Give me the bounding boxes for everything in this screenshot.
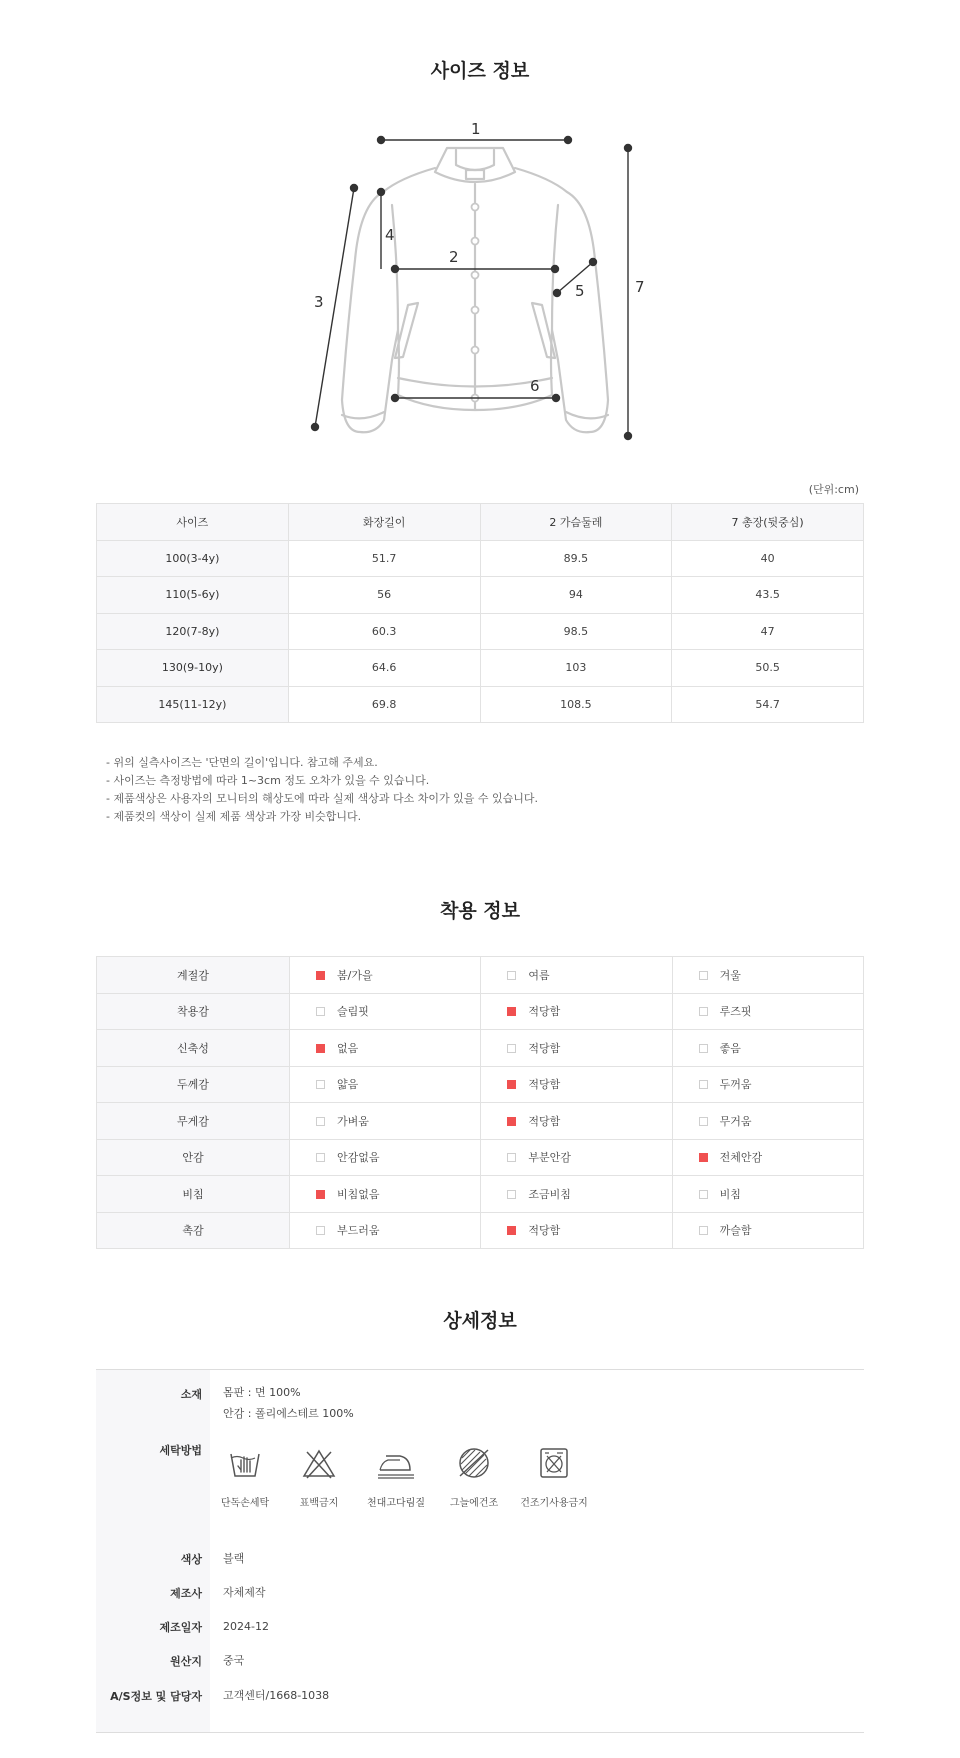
origin-label: 원산지 <box>170 1655 202 1668</box>
checked-box-icon <box>316 971 325 980</box>
fit-option-label: 비침없음 <box>337 1187 380 1201</box>
value-cell: 94 <box>480 577 672 614</box>
table-row <box>97 957 864 994</box>
size-notes <box>106 754 538 826</box>
wash-label: 세탁방법 <box>159 1444 202 1457</box>
size-cell: 100(3-4y) <box>97 540 289 577</box>
wash-item <box>356 1446 436 1509</box>
value-cell: 50.5 <box>672 650 864 687</box>
fit-option-label: 두꺼움 <box>719 1078 752 1092</box>
size-info-title: 사이즈 정보 <box>430 60 530 82</box>
fit-option-label: 부분안감 <box>528 1151 571 1165</box>
material-line: 안감 : 폴리에스테르 100% <box>223 1407 354 1420</box>
as-info-value: 고객센터/1668-1038 <box>223 1689 330 1702</box>
unit-label: (단위:cm) <box>808 483 859 496</box>
value-cell: 108.5 <box>480 686 672 723</box>
fit-option-label: 부드러움 <box>337 1224 380 1238</box>
value-cell: 56 <box>288 577 480 614</box>
wash-item-label: 단독손세탁 <box>220 1498 270 1509</box>
total-length-col-header: 7 총장(뒷중심) <box>672 504 864 541</box>
fit-option <box>481 1103 672 1140</box>
fit-row-label: 안감 <box>97 1139 290 1176</box>
wash-item <box>434 1446 514 1509</box>
table-row <box>97 1212 864 1249</box>
material-value <box>223 1382 354 1424</box>
measure-label-7: 7 <box>635 278 645 296</box>
fit-option-label: 여름 <box>528 968 550 982</box>
wash-item-label: 표백금지 <box>299 1498 339 1509</box>
manufacturer-value: 자체제작 <box>223 1586 266 1599</box>
measure-label-6: 6 <box>530 377 540 395</box>
measure-label-5: 5 <box>575 282 585 300</box>
checked-box-icon <box>699 1153 708 1162</box>
unchecked-box-icon <box>316 1226 325 1235</box>
note-line: - 제품컷의 색상이 실제 제품 색상과 가장 비슷합니다. <box>106 810 362 823</box>
measure-label-2: 2 <box>449 248 459 266</box>
manufacture-date-label: 제조일자 <box>159 1621 202 1634</box>
unchecked-box-icon <box>507 1044 516 1053</box>
value-cell: 43.5 <box>672 577 864 614</box>
fit-option <box>290 1103 481 1140</box>
origin-value: 중국 <box>223 1654 245 1667</box>
checked-box-icon <box>507 1117 516 1126</box>
fit-option-label: 루즈핏 <box>719 1005 752 1019</box>
unchecked-box-icon <box>699 1190 708 1199</box>
fit-option <box>481 1212 672 1249</box>
measure-label-3: 3 <box>314 293 324 311</box>
value-cell: 89.5 <box>480 540 672 577</box>
size-table-header <box>97 504 864 541</box>
value-cell: 47 <box>672 613 864 650</box>
value-cell: 54.7 <box>672 686 864 723</box>
fit-option-label: 비침 <box>719 1187 741 1201</box>
fit-option-label: 없음 <box>337 1041 359 1055</box>
table-row <box>97 1030 864 1067</box>
table-row <box>97 577 864 614</box>
note-line: - 위의 실측사이즈는 '단면의 길이'입니다. 참고해 주세요. <box>106 756 378 769</box>
wash-item <box>514 1446 594 1509</box>
fit-option <box>672 1212 863 1249</box>
fit-option <box>672 993 863 1030</box>
fit-row-label: 촉감 <box>97 1212 290 1249</box>
as-info-label: A/S정보 및 담당자 <box>110 1690 202 1703</box>
fit-option <box>672 1176 863 1213</box>
value-cell: 69.8 <box>288 686 480 723</box>
unchecked-box-icon <box>699 1226 708 1235</box>
table-row <box>97 686 864 723</box>
size-cell: 110(5-6y) <box>97 577 289 614</box>
fit-option-label: 조금비침 <box>528 1187 571 1201</box>
shade-dry-icon <box>456 1446 492 1480</box>
value-cell: 40 <box>672 540 864 577</box>
fit-row-label: 착용감 <box>97 993 290 1030</box>
fit-option <box>481 1066 672 1103</box>
chest-col-header: 2 가슴둘레 <box>480 504 672 541</box>
fit-row-label: 계절감 <box>97 957 290 994</box>
unchecked-box-icon <box>699 1080 708 1089</box>
fit-option-label: 까슬함 <box>719 1224 752 1238</box>
value-cell: 98.5 <box>480 613 672 650</box>
fit-option <box>290 1139 481 1176</box>
value-cell: 60.3 <box>288 613 480 650</box>
checked-box-icon <box>316 1044 325 1053</box>
note-line: - 사이즈는 측정방법에 따라 1~3cm 정도 오차가 있을 수 있습니다. <box>106 774 430 787</box>
fit-row-label: 두께감 <box>97 1066 290 1103</box>
wash-item-label: 그늘에건조 <box>449 1498 499 1509</box>
unchecked-box-icon <box>507 1153 516 1162</box>
iron-with-cloth-icon <box>376 1446 416 1480</box>
checked-box-icon <box>507 1007 516 1016</box>
detail-info-table <box>96 1369 864 1733</box>
fit-option-label: 적당함 <box>528 1114 561 1128</box>
fit-row-label: 비침 <box>97 1176 290 1213</box>
unchecked-box-icon <box>699 971 708 980</box>
fit-option <box>672 1103 863 1140</box>
fit-option-label: 봄/가을 <box>337 968 373 982</box>
unchecked-box-icon <box>699 1117 708 1126</box>
size-cell: 120(7-8y) <box>97 613 289 650</box>
measure-label-4: 4 <box>385 226 395 244</box>
fit-option <box>481 1139 672 1176</box>
detail-info-title: 상세정보 <box>443 1310 517 1332</box>
fit-option-label: 슬림핏 <box>337 1005 369 1019</box>
size-table <box>96 503 864 723</box>
material-label: 소재 <box>180 1388 202 1401</box>
fit-option-label: 겨울 <box>719 968 741 982</box>
table-row <box>97 1066 864 1103</box>
checked-box-icon <box>507 1080 516 1089</box>
size-cell: 145(11-12y) <box>97 686 289 723</box>
wash-item <box>279 1446 359 1509</box>
unchecked-box-icon <box>316 1153 325 1162</box>
fit-option <box>290 993 481 1030</box>
note-line: - 제품색상은 사용자의 모니터의 해상도에 따라 실제 색상과 다소 차이가 있을 수 있습니다. <box>106 792 538 805</box>
color-label: 색상 <box>180 1553 202 1566</box>
fit-option <box>481 957 672 994</box>
fit-option-label: 적당함 <box>528 1078 561 1092</box>
fit-option-label: 얇음 <box>337 1078 359 1092</box>
fit-row-label: 무게감 <box>97 1103 290 1140</box>
fit-option <box>672 1030 863 1067</box>
sleeve-length-col-header: 화장길이 <box>288 504 480 541</box>
jacket-measurement-diagram <box>300 110 660 450</box>
fit-option <box>481 1176 672 1213</box>
fit-option-label: 전체안감 <box>719 1151 763 1165</box>
size-col-header: 사이즈 <box>97 504 289 541</box>
fit-option-label: 적당함 <box>528 1224 561 1238</box>
no-tumble-dry-icon <box>536 1446 572 1480</box>
fit-option <box>290 957 481 994</box>
manufacturer-label: 제조사 <box>170 1587 202 1600</box>
table-row <box>97 1139 864 1176</box>
fit-option <box>672 957 863 994</box>
fit-option <box>290 1030 481 1067</box>
table-row <box>97 1176 864 1213</box>
no-bleach-icon <box>301 1446 337 1480</box>
value-cell: 103 <box>480 650 672 687</box>
manufacture-date-value: 2024-12 <box>223 1620 269 1633</box>
fit-option-label: 무거움 <box>719 1114 752 1128</box>
size-cell: 130(9-10y) <box>97 650 289 687</box>
fit-option <box>672 1066 863 1103</box>
unchecked-box-icon <box>699 1044 708 1053</box>
unchecked-box-icon <box>507 971 516 980</box>
wash-item-label: 천대고다림질 <box>367 1498 425 1509</box>
table-row <box>97 540 864 577</box>
fit-option-label: 적당함 <box>528 1041 561 1055</box>
unchecked-box-icon <box>699 1007 708 1016</box>
fit-option-label: 좋음 <box>719 1041 741 1055</box>
unchecked-box-icon <box>316 1007 325 1016</box>
fit-option <box>672 1139 863 1176</box>
wash-item-label: 건조기사용금지 <box>520 1498 588 1509</box>
fit-info-table <box>96 956 864 1249</box>
unchecked-box-icon <box>507 1190 516 1199</box>
fit-row-label: 신축성 <box>97 1030 290 1067</box>
fit-option <box>481 1030 672 1067</box>
fit-option <box>290 1176 481 1213</box>
table-row <box>97 650 864 687</box>
table-row <box>97 1103 864 1140</box>
table-row <box>97 993 864 1030</box>
jacket-illustration <box>300 110 660 450</box>
fit-option <box>481 993 672 1030</box>
value-cell: 51.7 <box>288 540 480 577</box>
measure-label-1: 1 <box>471 120 481 138</box>
wash-item <box>205 1446 285 1509</box>
fit-option-label: 적당함 <box>528 1005 561 1019</box>
fit-info-title: 착용 정보 <box>439 900 521 922</box>
material-line: 몸판 : 면 100% <box>223 1386 301 1399</box>
unchecked-box-icon <box>316 1080 325 1089</box>
fit-option-label: 안감없음 <box>337 1151 380 1165</box>
fit-option-label: 가벼움 <box>337 1114 369 1128</box>
color-value: 블랙 <box>223 1552 245 1565</box>
unchecked-box-icon <box>316 1117 325 1126</box>
fit-option <box>290 1212 481 1249</box>
fit-option <box>290 1066 481 1103</box>
value-cell: 64.6 <box>288 650 480 687</box>
checked-box-icon <box>316 1190 325 1199</box>
hand-wash-icon <box>227 1446 263 1480</box>
checked-box-icon <box>507 1226 516 1235</box>
table-row <box>97 613 864 650</box>
